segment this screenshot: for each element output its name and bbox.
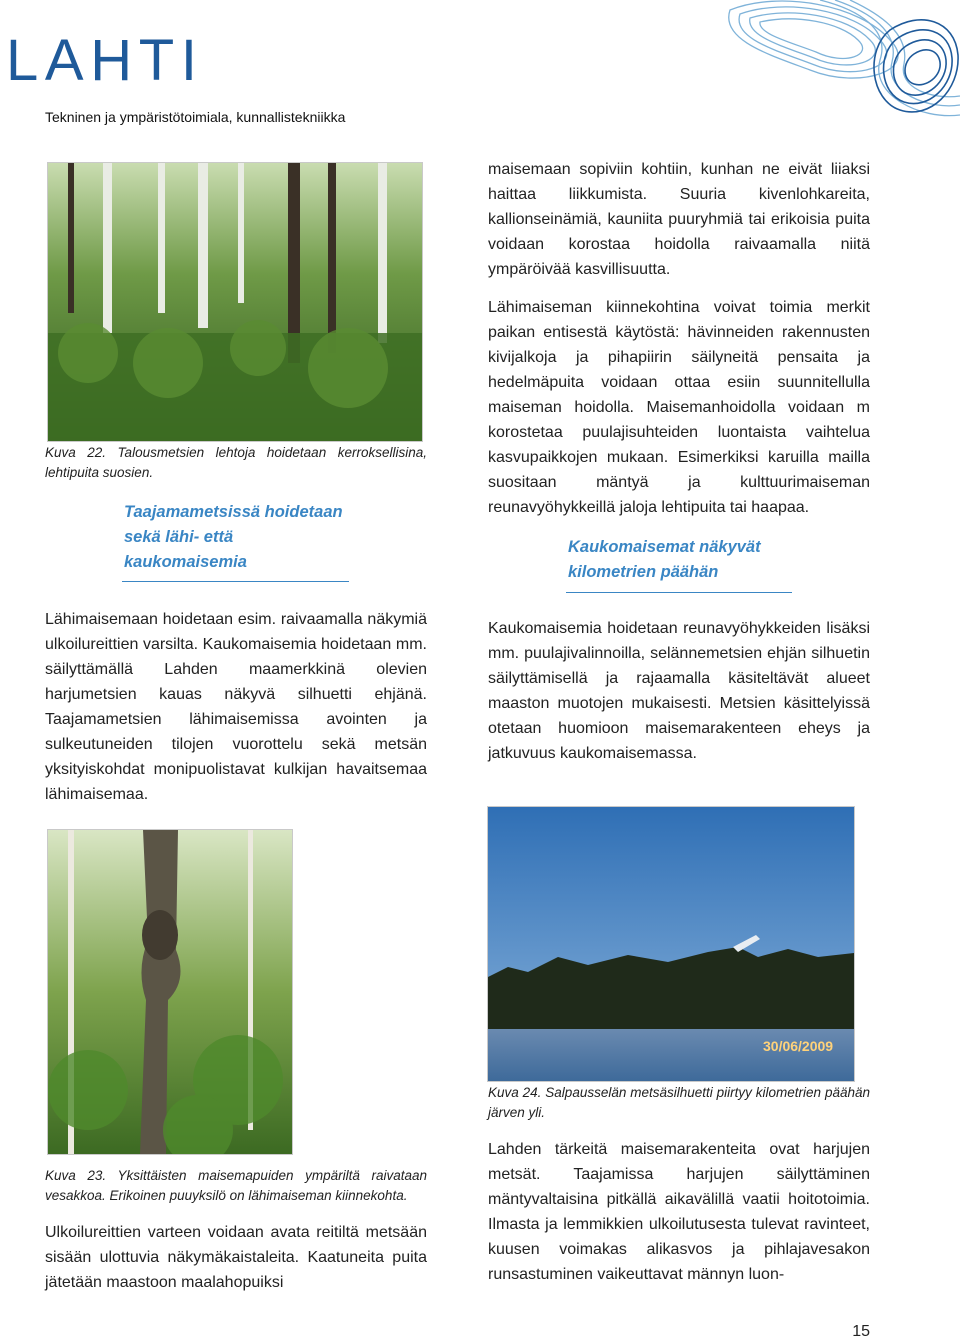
lahti-logo-text: LAHTI bbox=[6, 30, 198, 85]
right-paragraph-1: maisemaan sopiviin kohtiin, kunhan ne eivät liiaksi haittaa liikkumista. Suuria kivenlohkareita, kallionseinämiä, kauniita puuryhmiä tai erikoisia puita voidaan korostaa hoidolla raivaamalla niitä ympäröivää kasvillisuutta. bbox=[488, 161, 870, 278]
right-paragraph-2: Lähimaiseman kiinnekohtina voivat toimia merkit paikan entisestä käytöstä: hävinneiden rakennusten kivijalkoja ja pihapiirin säilyneitä pensaita ja hedelmäpuita voidaan ottaa esiin suunnitellulla maiseman hoidolla. Maisemanhoidolla voidaan m korostetaa puulajisuhteiden luontaista vaihtelua kasvupaikkojen mukaan. Esimerkiksi karuilla mailla suositaan mäntyä ja kulttuurimaiseman reunavyöhykkeillä jaloja lehtipuita tai haapaa. bbox=[488, 299, 870, 516]
caption-kuva-24: Kuva 24. Salpausselän metsäsilhuetti piirtyy kilometrien päähän järven yli. bbox=[488, 1085, 870, 1120]
left-paragraph-2: Ulkoilureittien varteen voidaan avata reitiltä metsään sisään ulottuvia näkymäkaistaleita. Kaatuneita puita jätetään maastoon maalahopuiksi bbox=[45, 1224, 427, 1291]
right-paragraph-3: Kaukomaisemia hoidetaan reunavyöhykkeiden lisäksi mm. puulajivalinnoilla, selännemetsien ehjän silhuetin säilyttämisellä ja rajaamalla käsiteltävät alueet maaston muotojen mukaisesti. Metsien käsittelyissä otetaan huomioon maisemarakenteen eheys ja jatkuvuus kaukomaisemassa. bbox=[488, 620, 870, 762]
pullquote-left-rule bbox=[122, 581, 349, 582]
caption-kuva-23: Kuva 23. Yksittäisten maisemapuiden ympäriltä raivataan vesakkoa. Erikoinen puuyksilö on lähimaiseman kiinnekohta. bbox=[45, 1168, 427, 1203]
right-paragraph-4: Lahden tärkeitä maisemarakenteita ovat harjujen metsät. Taajamissa harjujen säilyttäminen mäntyvaltaisina pitkällä aikavälillä vaatii hoitotoimia. Ilmasta ja lemmikkien ulkoilutusesta tulevat ravinteet, kuusen voimakas alikasvos ja pihlajavesakon runsastuminen vaikeuttavat männyn luon- bbox=[488, 1141, 870, 1283]
caption-kuva-22: Kuva 22. Talousmetsien lehtoja hoidetaan kerroksellisina, lehtipuita suosien. bbox=[45, 445, 427, 480]
photo-old-tree bbox=[47, 829, 293, 1155]
photo-date-stamp: 30/06/2009 bbox=[763, 1038, 834, 1054]
pullquote-left: Taajamametsissä hoidetaan sekä lähi- että kaukomaisemia bbox=[124, 503, 343, 571]
contour-decoration bbox=[560, 0, 960, 140]
department-name: Tekninen ja ympäristötoimiala, kunnallistekniikka bbox=[45, 109, 346, 125]
left-paragraph-1: Lähimaisemaan hoidetaan esim. raivaamalla näkymiä ulkoilureittien varsilta. Kaukomaisemia hoidetaan mm. säilyttämällä Lahden maamerkkinä olevien harjumetsien kauas näkyvä silhuetti ehjänä. Taajamametsien lähimaisemissa avointen ja sulkeutuneiden tilojen vuorottelu sekä metsän yksityiskohdat monipuolistavat kulkijan havaitsemaa lähimaisemaa. bbox=[45, 611, 427, 803]
photo-lake-silhouette bbox=[487, 806, 855, 1082]
page-number: 15 bbox=[852, 1323, 870, 1340]
pullquote-right-rule bbox=[566, 592, 792, 593]
lahti-logo bbox=[6, 30, 206, 85]
photo-birch-grove bbox=[47, 162, 423, 442]
pullquote-right: Kaukomaisemat näkyvät kilometrien päähän bbox=[568, 538, 761, 581]
